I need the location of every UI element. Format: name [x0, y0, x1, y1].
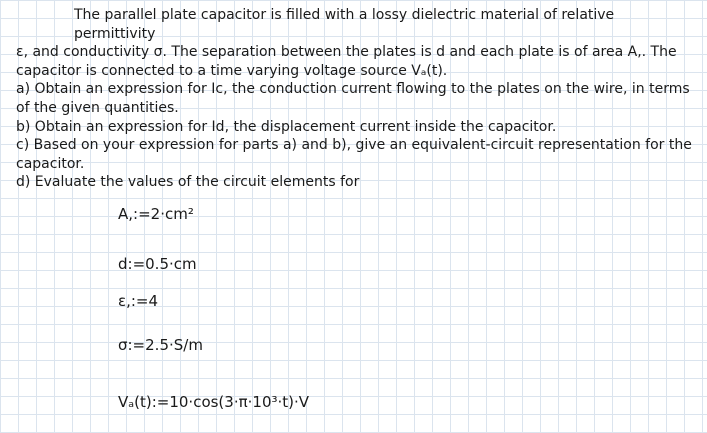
part-c-line-1: c) Based on your expression for parts a) and b), give an equivalent-circuit representation for the	[16, 137, 692, 154]
problem-line-3: capacitor is connected to a time varying voltage source Vₐ(t).	[16, 62, 448, 79]
equation-distance: d:=0.5·cm	[118, 255, 197, 273]
part-b-line: b) Obtain an expression for Id, the displacement current inside the capacitor.	[16, 118, 557, 135]
problem-statement	[16, 6, 696, 192]
part-a-line-2: of the given quantities.	[16, 99, 179, 116]
equation-conductivity: σ:=2.5·S/m	[118, 336, 203, 354]
part-a-line-1: a) Obtain an expression for Ic, the conduction current flowing to the plates on the wire, in terms	[16, 81, 690, 98]
part-c-line-2: capacitor.	[16, 155, 85, 172]
problem-line-2: ε, and conductivity σ. The separation between the plates is d and each plate is of area A,. The	[16, 44, 677, 61]
equation-voltage: Vₐ(t):=10·cos(3·π·10³·t)·V	[118, 393, 310, 411]
problem-line-1: The parallel plate capacitor is filled with a lossy dielectric material of relative permittivity	[74, 7, 615, 42]
equation-area: A,:=2·cm²	[118, 205, 194, 223]
part-d-line: d) Evaluate the values of the circuit elements for	[16, 174, 360, 191]
equation-permittivity: ε,:=4	[118, 292, 159, 310]
